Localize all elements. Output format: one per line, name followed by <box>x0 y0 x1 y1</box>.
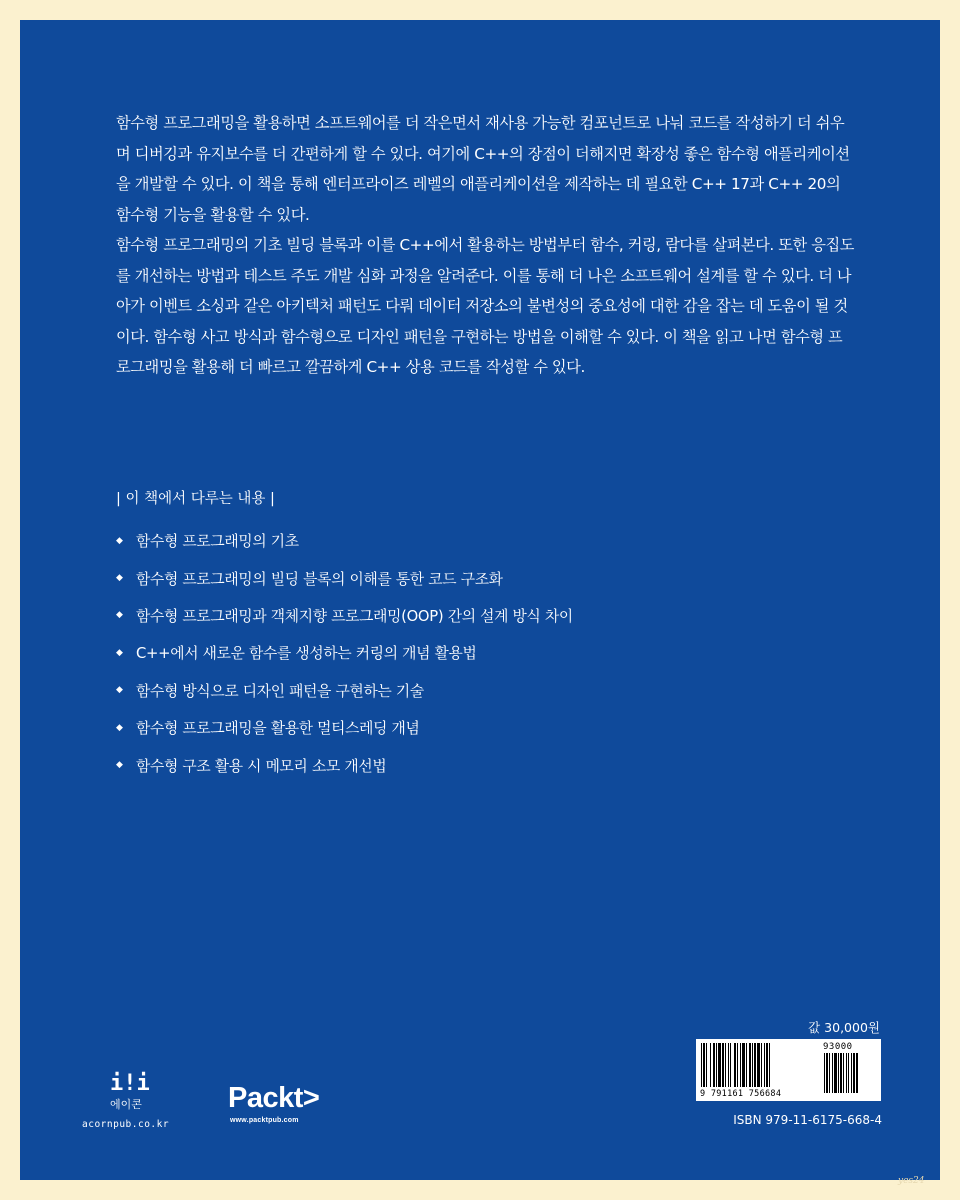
contents-heading: | 이 책에서 다루는 내용 | <box>116 491 275 507</box>
list-item <box>116 634 573 671</box>
diamond-bullet-icon: ◆ <box>116 647 123 658</box>
svg-text:i!i: i!i <box>110 1071 150 1096</box>
book-description <box>116 108 856 383</box>
list-item <box>116 559 573 596</box>
list-item <box>116 522 573 559</box>
diamond-bullet-icon: ◆ <box>116 573 123 584</box>
list-item-text: 함수형 프로그래밍과 객체지향 프로그래밍(OOP) 간의 설계 방식 차이 <box>136 607 573 625</box>
description-paragraph-2: 함수형 프로그래밍의 기초 빌딩 블록과 이를 C++에서 활용하는 방법부터 함수, 커링, 람다를 살펴본다. 또한 응집도를 개선하는 방법과 테스트 주도 개발 심화 과정을 알려준다. 이를 통해 더 나은 소프트웨어 설계를 할 수 있다. 더 나아가 이벤트 소싱과 같은 아키텍처 패턴도 다뤄 데이터 저장소의 불변성의 중요성에 대한 감을 잡는 데 도움이 될 것이다. 함수형 사고 방식과 함수형으로 디자인 패턴을 구현하는 방법을 이해할 수 있다. 이 책을 읽고 나면 함수형 프로그래밍을 활용해 더 빠르고 깔끔하게 C++ 상용 코드를 작성할 수 있다. <box>116 236 855 376</box>
list-item-text: 함수형 프로그래밍의 기초 <box>136 533 299 551</box>
diamond-bullet-icon: ◆ <box>116 722 123 733</box>
isbn-number: ISBN 979-11-6175-668-4 <box>733 1113 882 1127</box>
diamond-bullet-icon: ◆ <box>116 685 123 696</box>
list-item-text: 함수형 프로그래밍의 빌딩 블록의 이해를 통한 코드 구조화 <box>136 570 503 588</box>
barcode-addon-number: 93000 <box>823 1042 853 1052</box>
list-item <box>116 597 573 634</box>
diamond-bullet-icon: ◆ <box>116 535 123 546</box>
acorn-name: 에이콘 <box>110 1098 142 1111</box>
contents-list <box>116 522 573 784</box>
list-item-text: 함수형 구조 활용 시 메모리 소모 개선법 <box>136 757 387 775</box>
list-item-text: C++에서 새로운 함수를 생성하는 커링의 개념 활용법 <box>136 645 477 663</box>
list-item <box>116 672 573 709</box>
diamond-bullet-icon: ◆ <box>116 610 123 621</box>
description-paragraph-1: 함수형 프로그래밍을 활용하면 소프트웨어를 더 작은면서 재사용 가능한 컴포넌트로 나눠 코드를 작성하기 더 쉬우며 디버깅과 유지보수를 더 간편하게 할 수 있다. 여기에 C++의 장점이 더해지면 확장성 좋은 함수형 애플리케이션을 개발할 수 있다. 이 책을 통해 엔터프라이즈 레벨의 애플리케이션을 제작하는 데 필요한 C++ 17과 C++ 20의 함수형 기능을 활용할 수 있다. <box>116 114 850 224</box>
watermark: yes24 <box>898 1176 925 1186</box>
list-item <box>116 746 573 783</box>
price-label: 값 30,000원 <box>808 1020 880 1035</box>
barcode-digits: 9 791161 756684 <box>700 1089 782 1099</box>
list-item <box>116 709 573 746</box>
isbn-barcode <box>696 1039 881 1101</box>
diamond-bullet-icon: ◆ <box>116 760 123 771</box>
list-item-text: 함수형 프로그래밍을 활용한 멀티스레딩 개념 <box>136 720 420 738</box>
packt-logo: Packt> <box>228 1082 320 1114</box>
list-item-text: 함수형 방식으로 디자인 패턴을 구현하는 기술 <box>136 682 424 700</box>
acorn-url: acornpub.co.kr <box>82 1119 170 1130</box>
back-cover <box>20 20 940 1180</box>
packt-url: www.packtpub.com <box>230 1117 299 1124</box>
